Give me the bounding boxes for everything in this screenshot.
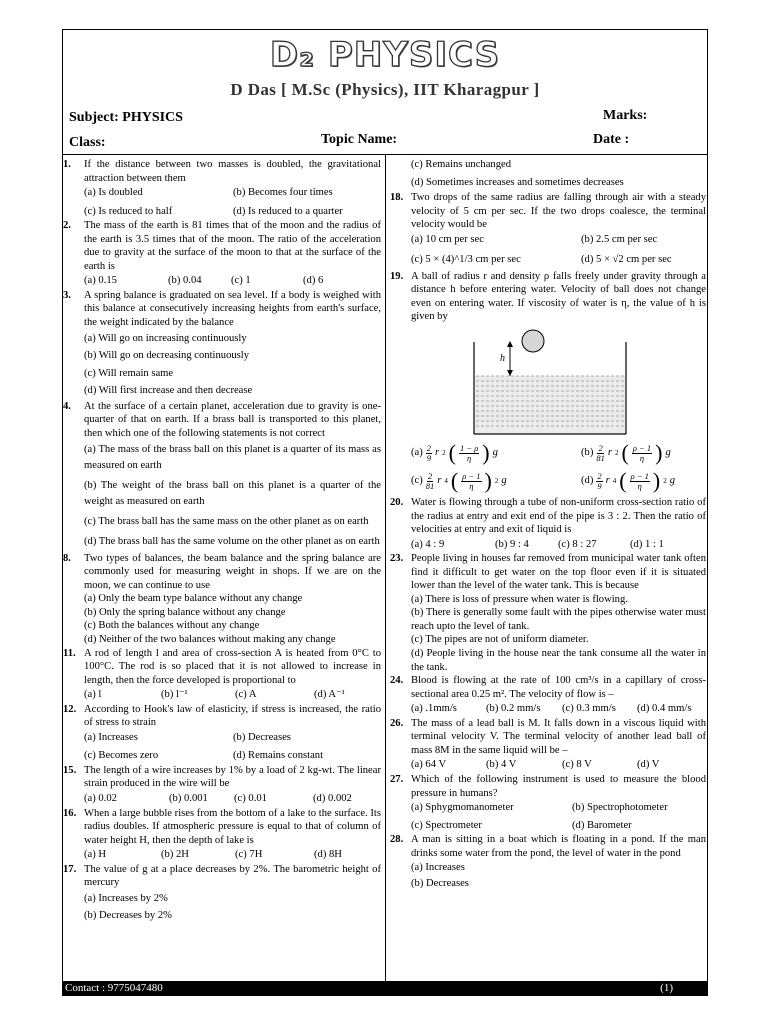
question-8 [63, 552, 381, 647]
option-c: (c) Becomes zero [84, 750, 159, 762]
question-24 [390, 674, 706, 717]
question-number: 26. [390, 717, 404, 729]
option-c: (c) Spectrometer [411, 819, 482, 831]
date-label: Date : [593, 132, 630, 147]
question-27 [390, 773, 706, 833]
option-a: (a) H [84, 849, 107, 861]
column-divider [385, 154, 386, 981]
option-b: (b) Decreases by 2% [84, 910, 172, 922]
option-d: (d) V [637, 759, 660, 771]
question-number: 16. [63, 807, 77, 819]
class-label: Class: [69, 135, 106, 150]
question-17 [63, 863, 381, 925]
option-c: (c) 0.3 mm/s [562, 703, 616, 715]
option-a: (a) l [84, 689, 102, 701]
question-23 [390, 552, 706, 674]
question-15 [63, 764, 381, 807]
footer-bar [63, 981, 707, 995]
option-d: (d) People living in the house near the tank consume all the water in the tank. [411, 648, 706, 673]
option-d: (d) A⁻¹ [314, 689, 345, 701]
option-b: (b) 0.001 [169, 793, 208, 805]
question-3 [63, 289, 381, 400]
option-d: (d) 5 × √2 cm per sec [581, 254, 672, 266]
option-c: (c) The pipes are not of uniform diameter. [411, 634, 589, 646]
question-number: 27. [390, 773, 404, 785]
question-number: 11. [63, 647, 76, 659]
question-number: 2. [63, 220, 71, 232]
option-d: (d) 1 : 1 [630, 538, 664, 550]
brand-title: D₂ PHYSICS [269, 35, 501, 75]
option-c: (c) Will remain same [84, 367, 174, 379]
option-b: (b) 9 : 4 [495, 538, 529, 550]
question-26 [390, 717, 706, 773]
option-d: (d) 0.002 [313, 793, 352, 805]
option-a: (a) Sphygmomanometer [411, 802, 514, 814]
question-text: At the surface of a certain planet, acceleration due to gravity is one-quarter of that on earth. If a brass ball is transported to this planet, then which one of the following statements is not correct [84, 400, 381, 439]
question-4 [63, 400, 381, 552]
question-text: Blood is flowing at the rate of 100 cm³/s in a capillary of cross-sectional area 0.25 m². The velocity of flow is – [411, 675, 706, 700]
question-number: 3. [63, 289, 71, 301]
left-column [63, 158, 381, 925]
option-b: (b) 4 V [486, 759, 517, 771]
question-17-continued [390, 158, 706, 191]
question-1 [63, 158, 381, 219]
question-text: The value of g at a place decreases by 2%. The barometric height of mercury [84, 863, 381, 889]
option-b: (b) $\frac{2}{81}$ r 2 ( $\frac{\rho - 1}{\eta}$ ) g [581, 440, 671, 466]
question-paper [62, 29, 708, 996]
subject-label: Subject: PHYSICS [69, 110, 183, 125]
option-a: (a) .1mm/s [411, 703, 457, 715]
option-c: (c) Is reduced to half [84, 205, 173, 217]
question-16 [63, 807, 381, 863]
question-number: 4. [63, 400, 71, 412]
option-a: (a) Increases [411, 862, 465, 874]
option-c: (c) 0.01 [234, 793, 267, 805]
option-d: (d) Is reduced to a quarter [233, 205, 343, 217]
option-c: (c) 1 [231, 275, 251, 287]
option-d: (d) 8H [314, 849, 342, 861]
option-b: (b) Spectrophotometer [572, 802, 668, 814]
question-text: A spring balance is graduated on sea level. If a body is weighed with this balance at consecutively increasing heights from earth's surface, the weight indicated by the balance [84, 289, 381, 329]
option-a: (a) Only the beam type balance without any change [84, 593, 303, 605]
question-18 [390, 191, 706, 268]
option-c: (c) The brass ball has the same mass on the other planet as on earth [84, 515, 369, 527]
option-a: (a) The mass of the brass ball on this planet is a quarter of its mass as measured on earth [84, 444, 381, 472]
question-text: According to Hook's law of elasticity, if stress is increased, the ratio of stress to strain [84, 703, 381, 729]
question-text: The mass of a lead ball is M. It falls down in a viscous liquid with terminal velocity V. The terminal velocity of another lead ball of mass 8M in the same liquid will be – [411, 717, 706, 756]
question-number: 18. [390, 192, 404, 204]
formula-options [411, 438, 706, 496]
question-number: 17. [63, 863, 77, 875]
option-b: (b) l⁻¹ [161, 689, 188, 701]
option-c: (c) Both the balances without any change [84, 620, 260, 632]
option-d: (d) Remains constant [233, 750, 324, 762]
option-a: (a) 4 : 9 [411, 538, 445, 550]
question-text: If the distance between two masses is doubled, the gravitational attraction between them [84, 159, 381, 184]
option-c: (c) 8 V [562, 759, 592, 771]
option-b: (b) 0.2 mm/s [486, 703, 541, 715]
ball-water-diagram [470, 328, 706, 438]
contact-text: Contact : 9775047480 [65, 981, 163, 994]
option-a: (a) Is doubled [84, 187, 143, 199]
option-a: (a) 0.15 [84, 275, 117, 287]
option-c: (c) $\frac{2}{81}$ r 4 ( $\frac{\rho - 1}{\eta}$ ) 2 g [411, 468, 507, 494]
question-number: 24. [390, 675, 404, 687]
question-number: 20. [390, 497, 404, 509]
question-text: Which of the following instrument is used to measure the blood pressure in humans? [411, 773, 706, 799]
option-c: (c) Remains unchanged [411, 159, 512, 170]
topic-label: Topic Name: [321, 132, 398, 147]
question-text: People living in houses far removed from municipal water tank often find it difficult to get water on the top floor even if it is situated lower than the level of the water tank. This is because [411, 553, 706, 592]
question-text: The length of a wire increases by 1% by a load of 2 kg-wt. The linear strain produced in the wire will be [84, 764, 381, 790]
question-text: The mass of the earth is 81 times that of the moon and the radius of the earth is 3.5 times that of the moon. The ratio of the acceleration due to gravity at the surface of the moon to that at the surface of the earth is [84, 220, 381, 272]
question-number: 12. [63, 703, 77, 715]
option-c: (c) A [235, 689, 257, 701]
question-number: 1. [63, 159, 71, 170]
question-text: Two drops of the same radius are falling through air with a steady velocity of 5 cm per sec. If the two drops coalesce, the terminal velocity would be [411, 192, 706, 231]
option-d: (d) Barometer [572, 819, 632, 831]
page-number: (1) [660, 981, 673, 994]
option-c: (c) 7H [235, 849, 263, 861]
question-2 [63, 219, 381, 289]
question-19 [390, 270, 706, 496]
option-b: (b) 2H [161, 849, 189, 861]
question-number: 23. [390, 553, 404, 565]
option-b: (b) Only the spring balance without any change [84, 606, 286, 618]
option-a: (a) Will go on increasing continuously [84, 332, 247, 344]
option-b: (b) Decreases [411, 877, 469, 889]
question-text: Two types of balances, the beam balance and the spring balance are commonly used for measuring weight in shops. If we are on the moon, we can continue to use [84, 552, 381, 591]
option-b: (b) Decreases [233, 731, 291, 743]
marks-label: Marks: [603, 108, 648, 123]
author-line: D Das [ M.Sc (Physics), IIT Kharagpur ] [230, 80, 540, 99]
option-b: (b) 2.5 cm per sec [581, 233, 658, 245]
option-b: (b) Becomes four times [233, 187, 333, 199]
option-d: (d) Neither of the two balances without making any change [84, 634, 336, 646]
question-text: A ball of radius r and density ρ falls freely under gravity through a distance h before entering water. Velocity of ball does not change even on entering water. If viscosity of water is η, the value of h is given by [411, 270, 706, 323]
option-d: (d) The brass ball has the same volume on the other planet as on earth [84, 535, 380, 547]
option-b: (b) The weight of the brass ball on this planet is a quarter of the weight as measured on earth [84, 480, 381, 508]
option-d: (d) 6 [303, 275, 324, 287]
option-a: (a) 0.02 [84, 793, 117, 805]
option-a: (a) Increases [84, 731, 138, 743]
question-number: 28. [390, 834, 404, 846]
option-a: (a) Increases by 2% [84, 892, 168, 904]
option-a: (a) $\frac{2}{9}$ r 2 ( $\frac{1 - \rho}{\eta}$ ) g [411, 440, 498, 466]
height-label: h [500, 353, 505, 365]
option-a: (a) There is loss of pressure when water is flowing. [411, 593, 628, 605]
option-c: (c) 8 : 27 [558, 538, 597, 550]
question-number: 19. [390, 270, 404, 282]
question-text: When a large bubble rises from the bottom of a lake to the surface. Its radius doubles. If atmospheric pressure is equal to that of column of water height H, then the depth of lake is [84, 807, 381, 846]
option-d: (d) 0.4 mm/s [637, 703, 692, 715]
question-number: 8. [63, 552, 71, 564]
question-number: 15. [63, 764, 77, 776]
option-b: (b) 0.04 [168, 275, 202, 287]
question-text: A man is sitting in a boat which is floating in a pond. If the man drinks some water from the pond, the level of water in the pond [411, 834, 706, 859]
option-b: (b) There is generally some fault with the pipes otherwise water must reach upto the level of tank. [411, 607, 706, 632]
option-a: (a) 64 V [411, 759, 447, 771]
option-d: (d) $\frac{2}{9}$ r 4 ( $\frac{\rho - 1}{\eta}$ ) 2 g [581, 468, 676, 494]
option-b: (b) Will go on decreasing continuously [84, 350, 250, 362]
question-12 [63, 703, 381, 764]
question-20 [390, 496, 706, 552]
option-a: (a) 10 cm per sec [411, 233, 484, 245]
question-text: Water is flowing through a tube of non-uniform cross-section ratio of the radius at entry and exit end of the pipe is 3 : 2. Then the ratio of velocities at entry and exit of liquid is [411, 497, 706, 536]
question-11 [63, 647, 381, 703]
option-c: (c) 5 × (4)^1/3 cm per sec [411, 254, 521, 266]
question-28 [390, 833, 706, 891]
question-text: A rod of length l and area of cross-section A is heated from 0°C to 100°C. The rod is so placed that it is not allowed to increase in length, then the force developed is proportional to [84, 647, 381, 686]
option-d: (d) Will first increase and then decrease [84, 385, 253, 397]
right-column [390, 158, 706, 891]
option-d: (d) Sometimes increases and sometimes decreases [411, 176, 624, 188]
